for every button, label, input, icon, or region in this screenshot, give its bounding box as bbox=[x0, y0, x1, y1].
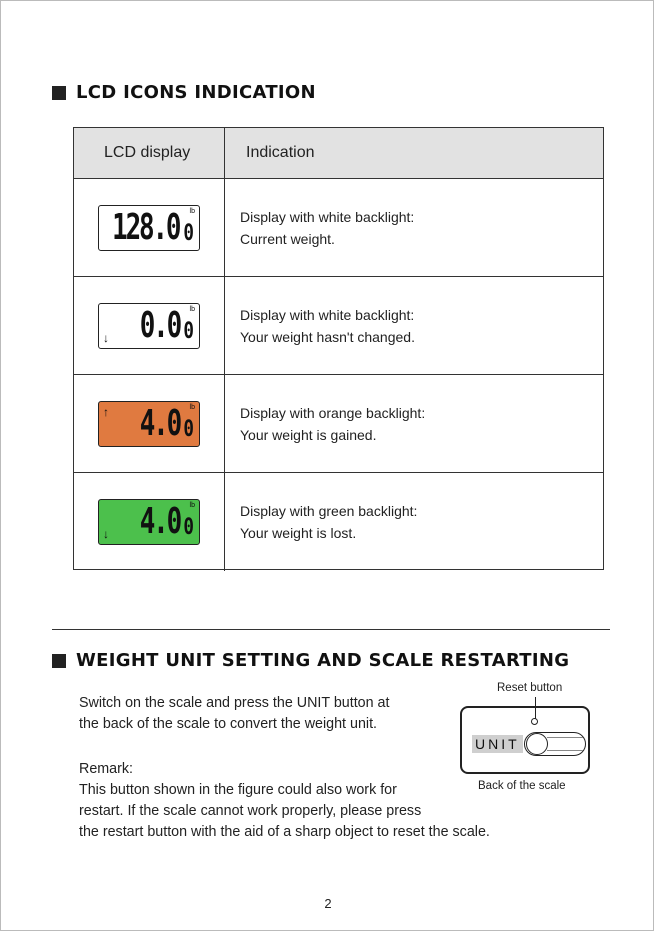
arrow-down-icon: ↓ bbox=[103, 527, 109, 541]
lcd-digits: 0.0 bbox=[139, 304, 180, 346]
lcd-decimal: 0 bbox=[183, 220, 194, 246]
unit-indicator: lb bbox=[189, 403, 195, 411]
table-row bbox=[74, 473, 603, 571]
unit-button-knob bbox=[526, 733, 548, 755]
indication-line-2: Your weight hasn't changed. bbox=[240, 328, 415, 345]
table-row bbox=[74, 277, 603, 375]
unit-button-label: UNIT bbox=[472, 735, 523, 753]
indication-line-1: Display with orange backlight: bbox=[240, 404, 426, 421]
indication-line-2: Your weight is lost. bbox=[240, 525, 357, 541]
arrow-up-icon: ↑ bbox=[103, 404, 109, 419]
lcd-decimal: 0 bbox=[183, 318, 194, 344]
unit-indicator: lb bbox=[189, 502, 195, 509]
table-header bbox=[74, 128, 603, 179]
section-title-text: WEIGHT UNIT SETTING AND SCALE RESTARTING bbox=[76, 650, 570, 671]
indication-line-1: Display with green backlight: bbox=[240, 503, 418, 519]
arrow-down-icon: ↓ bbox=[103, 330, 109, 345]
scale-back-diagram bbox=[460, 680, 600, 800]
header-indication: Indication bbox=[246, 144, 315, 161]
table-row bbox=[74, 179, 603, 277]
indication-line-1: Display with white backlight: bbox=[240, 208, 415, 225]
section-divider bbox=[52, 629, 610, 630]
section-title-weight-unit bbox=[52, 650, 569, 671]
section-title-text: LCD ICONS INDICATION bbox=[76, 82, 316, 103]
scale-back-panel bbox=[460, 706, 590, 774]
bullet-square-icon bbox=[52, 86, 66, 100]
header-lcd-display: LCD display bbox=[74, 128, 225, 178]
leader-line bbox=[535, 697, 536, 719]
lcd-decimal: 0 bbox=[183, 515, 194, 540]
unit-switch bbox=[524, 732, 586, 756]
instruction-line: the back of the scale to convert the weight unit. bbox=[79, 716, 378, 732]
lcd-display-image bbox=[98, 499, 200, 545]
lcd-icons-table bbox=[73, 127, 604, 570]
section-title-lcd-icons bbox=[52, 82, 316, 103]
reset-button-label: Reset button bbox=[497, 682, 563, 694]
page-number: 2 bbox=[324, 896, 332, 911]
unit-indicator: lb bbox=[189, 305, 195, 313]
reset-pinhole-icon bbox=[531, 718, 538, 725]
unit-indicator: lb bbox=[189, 207, 195, 215]
lcd-digits: 128.0 bbox=[112, 206, 180, 248]
instruction-paragraph bbox=[79, 693, 439, 735]
lcd-display-image bbox=[98, 401, 200, 447]
table-row bbox=[74, 375, 603, 473]
remark-line: restart. If the scale cannot work properly, please press bbox=[79, 803, 422, 819]
remark-label: Remark: bbox=[79, 761, 134, 777]
lcd-display-image bbox=[98, 205, 200, 251]
lcd-digits: 4.0 bbox=[139, 501, 180, 542]
indication-line-2: Your weight is gained. bbox=[240, 426, 377, 443]
indication-line-2: Current weight. bbox=[240, 230, 335, 247]
instruction-line: Switch on the scale and press the UNIT button at bbox=[79, 695, 390, 711]
indication-line-1: Display with white backlight: bbox=[240, 306, 415, 323]
back-of-scale-label: Back of the scale bbox=[478, 780, 566, 792]
remark-line: the restart button with the aid of a sharp object to reset the scale. bbox=[79, 824, 490, 840]
bullet-square-icon bbox=[52, 654, 66, 668]
lcd-decimal: 0 bbox=[183, 416, 194, 442]
remark-line: This button shown in the figure could also work for bbox=[79, 782, 397, 798]
lcd-digits: 4.0 bbox=[139, 402, 180, 444]
lcd-display-image bbox=[98, 303, 200, 349]
